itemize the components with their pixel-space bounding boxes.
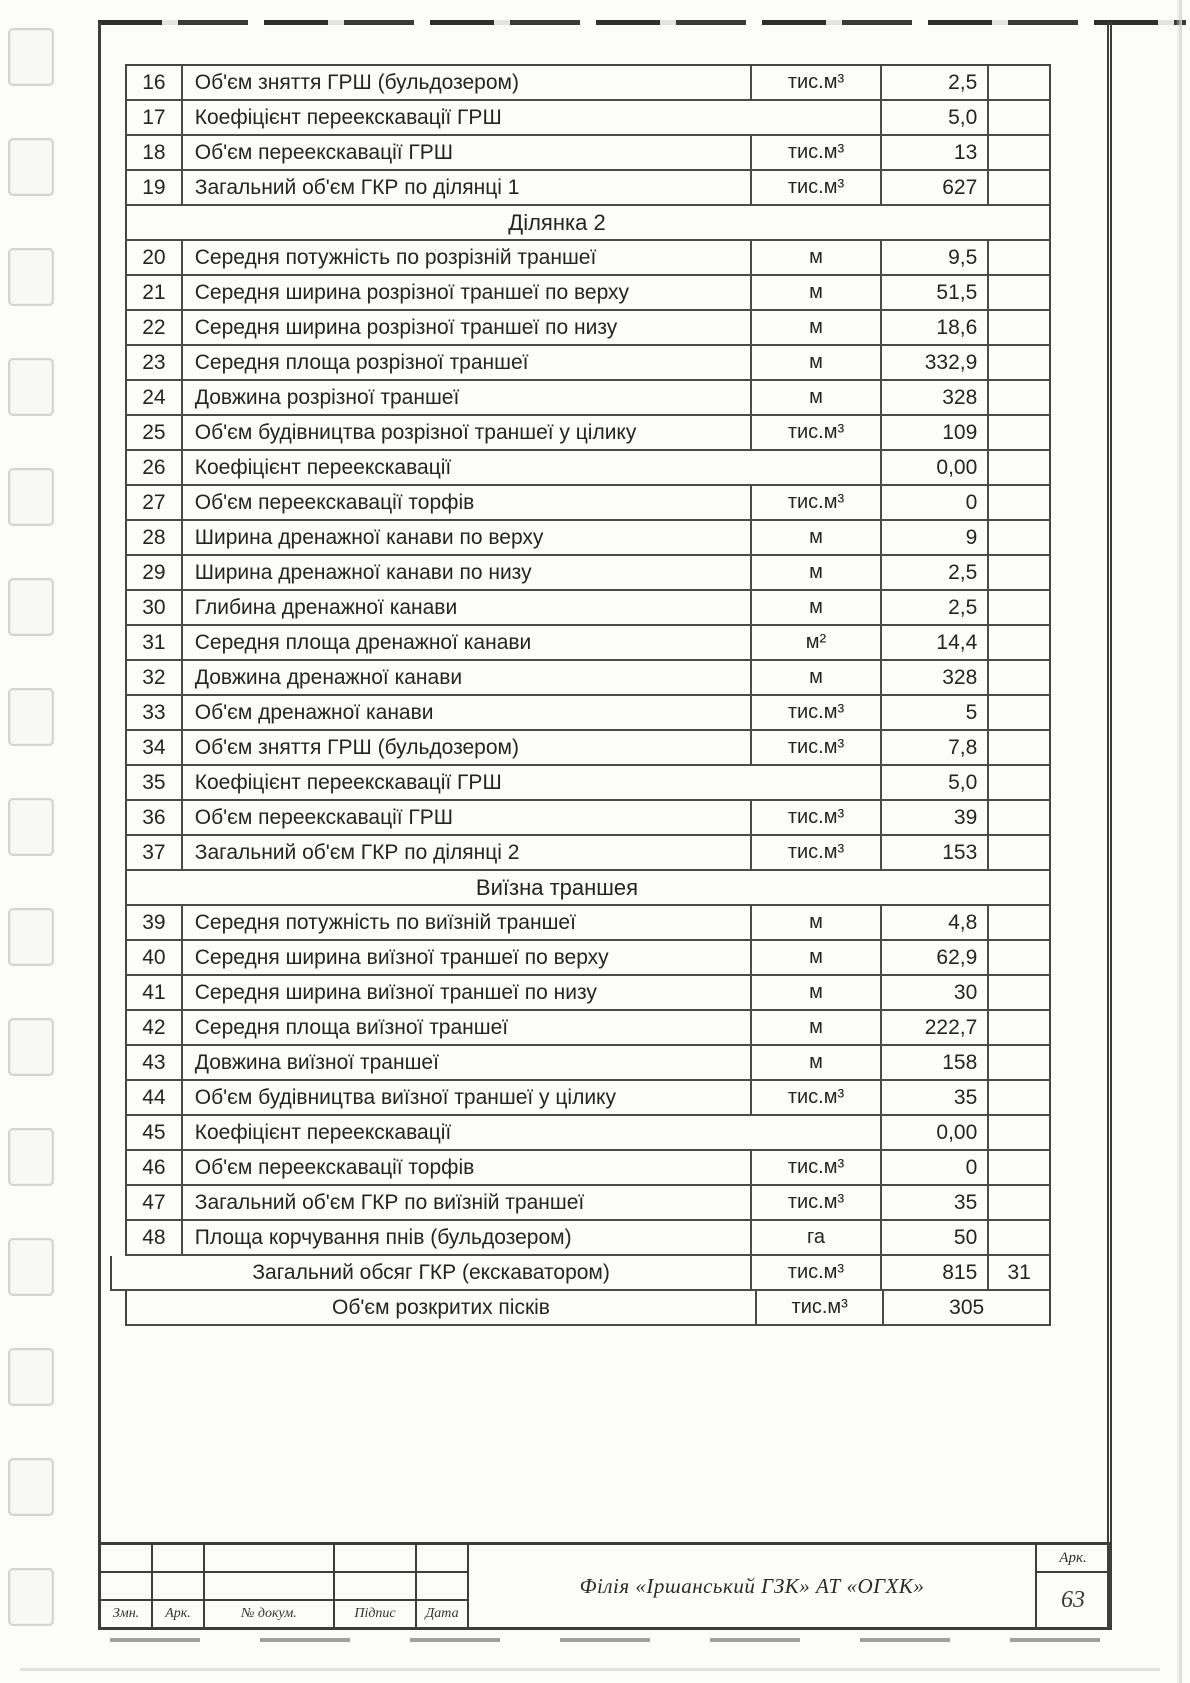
extra-cell bbox=[987, 556, 1049, 589]
description-cell: Об'єм дренажної канави bbox=[181, 696, 751, 729]
unit-cell: м bbox=[750, 976, 879, 1009]
extra-cell bbox=[987, 731, 1049, 764]
unit-cell: м bbox=[750, 941, 879, 974]
table-row bbox=[125, 1221, 1051, 1256]
value-cell: 305 bbox=[882, 1291, 1049, 1324]
binding-hole bbox=[8, 578, 54, 636]
value-cell: 2,5 bbox=[880, 591, 988, 624]
extra-cell bbox=[987, 101, 1049, 134]
description-cell: Довжина дренажної канави bbox=[181, 661, 751, 694]
row-number-cell: 23 bbox=[142, 350, 166, 374]
row-number-cell: 46 bbox=[142, 1155, 166, 1179]
page-edge-shadow-bottom bbox=[20, 1668, 1160, 1671]
description-cell: Середня ширина розрізної траншеї по верху bbox=[181, 276, 751, 309]
value-cell: 328 bbox=[880, 661, 988, 694]
description-cell: Довжина розрізної траншеї bbox=[181, 381, 751, 414]
value-cell: 627 bbox=[880, 171, 988, 204]
binding-hole bbox=[8, 1458, 54, 1516]
extra-cell bbox=[987, 136, 1049, 169]
table-row bbox=[125, 416, 1051, 451]
table-row bbox=[125, 1046, 1051, 1081]
description-cell: Коефіцієнт переекскавації ГРШ bbox=[181, 101, 880, 134]
description-cell: Коефіцієнт переекскавації bbox=[181, 451, 880, 484]
org-name: Філія «Іршанський ГЗК» АТ «ОГХК» bbox=[469, 1545, 1037, 1627]
description-cell: Об'єм переекскавації ГРШ bbox=[181, 136, 751, 169]
table-row bbox=[125, 906, 1051, 941]
value-cell: 332,9 bbox=[880, 346, 988, 379]
unit-cell: м bbox=[750, 906, 879, 939]
extra-cell bbox=[987, 346, 1049, 379]
description-cell: Об'єм зняття ГРШ (бульдозером) bbox=[181, 731, 751, 764]
description-cell: Об'єм розкритих пісків bbox=[332, 1295, 550, 1319]
unit-cell: м bbox=[750, 1011, 879, 1044]
unit-cell: га bbox=[750, 1221, 879, 1254]
description-cell: Площа корчування пнів (бульдозером) bbox=[181, 1221, 751, 1254]
extra-cell bbox=[987, 1116, 1049, 1149]
value-cell: 2,5 bbox=[880, 66, 988, 99]
extra-cell bbox=[987, 1151, 1049, 1184]
row-number-cell: 41 bbox=[142, 980, 166, 1004]
extra-cell bbox=[987, 766, 1049, 799]
unit-cell: тис.м³ bbox=[750, 136, 879, 169]
row-number-cell: 31 bbox=[142, 630, 166, 654]
table-row bbox=[125, 1186, 1051, 1221]
binding-hole bbox=[8, 138, 54, 196]
unit-cell: тис.м³ bbox=[750, 171, 879, 204]
extra-cell: 31 bbox=[987, 1256, 1049, 1289]
description-cell: Коефіцієнт переекскавації ГРШ bbox=[181, 766, 880, 799]
label-doc-number: № докум. bbox=[205, 1601, 335, 1627]
row-number-cell: 37 bbox=[142, 840, 166, 864]
value-cell: 9 bbox=[880, 521, 988, 554]
label-ark: Арк. bbox=[153, 1601, 205, 1627]
sheet-box bbox=[1037, 1545, 1109, 1627]
revision-labels-row bbox=[101, 1601, 469, 1627]
label-signature: Підпис bbox=[335, 1601, 417, 1627]
row-number-cell: 27 bbox=[142, 490, 166, 514]
table-row bbox=[125, 101, 1051, 136]
unit-cell: м bbox=[750, 241, 879, 274]
unit-cell: м bbox=[750, 556, 879, 589]
table-row bbox=[125, 521, 1051, 556]
value-cell: 0 bbox=[880, 486, 988, 519]
unit-cell: тис.м³ bbox=[750, 731, 879, 764]
page-edge-shadow-right bbox=[1176, 0, 1182, 1683]
row-number-cell: 28 bbox=[142, 525, 166, 549]
description-cell: Об'єм переекскавації ГРШ bbox=[181, 801, 751, 834]
extra-cell bbox=[987, 171, 1049, 204]
extra-cell bbox=[987, 241, 1049, 274]
row-number-cell: 44 bbox=[142, 1085, 166, 1109]
unit-cell: тис.м³ bbox=[750, 1151, 879, 1184]
value-cell: 14,4 bbox=[880, 626, 988, 659]
sheet-number: 63 bbox=[1061, 1586, 1085, 1613]
extra-cell bbox=[987, 521, 1049, 554]
description-cell: Довжина виїзної траншеї bbox=[181, 1046, 751, 1079]
table-row bbox=[125, 1011, 1051, 1046]
extra-cell bbox=[987, 1011, 1049, 1044]
description-cell: Об'єм переекскавації торфів bbox=[181, 1151, 751, 1184]
row-number-cell: 17 bbox=[142, 105, 166, 129]
extra-cell bbox=[987, 696, 1049, 729]
unit-cell: м bbox=[750, 1046, 879, 1079]
revision-row bbox=[101, 1571, 469, 1601]
table-row bbox=[125, 381, 1051, 416]
table-row bbox=[125, 556, 1051, 591]
row-number-cell: 33 bbox=[142, 700, 166, 724]
unit-cell: тис.м³ bbox=[750, 416, 879, 449]
extra-cell bbox=[987, 381, 1049, 414]
value-cell: 7,8 bbox=[880, 731, 988, 764]
row-number-cell: 30 bbox=[142, 595, 166, 619]
value-cell: 4,8 bbox=[880, 906, 988, 939]
value-cell: 153 bbox=[880, 836, 988, 869]
table-row bbox=[125, 836, 1051, 871]
value-cell: 13 bbox=[880, 136, 988, 169]
unit-cell: тис.м³ bbox=[750, 486, 879, 519]
section-header-row bbox=[125, 206, 1051, 241]
row-number-cell: 39 bbox=[142, 910, 166, 934]
summary-row bbox=[110, 1256, 1051, 1291]
extra-cell bbox=[987, 451, 1049, 484]
binding-hole bbox=[8, 358, 54, 416]
description-cell: Середня потужність по розрізній траншеї bbox=[181, 241, 751, 274]
table-row bbox=[125, 1081, 1051, 1116]
value-cell: 35 bbox=[880, 1081, 988, 1114]
label-zmn: Змн. bbox=[101, 1601, 153, 1627]
binding-hole bbox=[8, 1348, 54, 1406]
table-row bbox=[125, 136, 1051, 171]
scan-smudge bbox=[110, 1638, 1110, 1642]
extra-cell bbox=[987, 1081, 1049, 1114]
table-row bbox=[125, 661, 1051, 696]
value-cell: 2,5 bbox=[880, 556, 988, 589]
description-cell: Ширина дренажної канави по верху bbox=[181, 521, 751, 554]
table-row bbox=[125, 591, 1051, 626]
description-cell: Середня ширина виїзної траншеї по верху bbox=[181, 941, 751, 974]
extra-cell bbox=[987, 311, 1049, 344]
table-row bbox=[125, 486, 1051, 521]
unit-cell: м bbox=[750, 311, 879, 344]
table-row bbox=[125, 626, 1051, 661]
row-number-cell: 40 bbox=[142, 945, 166, 969]
extra-cell bbox=[987, 66, 1049, 99]
extra-cell bbox=[987, 1186, 1049, 1219]
unit-cell: тис.м³ bbox=[750, 696, 879, 729]
row-number-cell: 34 bbox=[142, 735, 166, 759]
description-cell: Глибина дренажної канави bbox=[181, 591, 751, 624]
unit-cell: м bbox=[750, 521, 879, 554]
unit-cell: м bbox=[750, 591, 879, 624]
row-number-cell: 47 bbox=[142, 1190, 166, 1214]
table-row bbox=[125, 171, 1051, 206]
description-cell: Загальний обсяг ГКР (екскаватором) bbox=[252, 1260, 610, 1284]
extra-cell bbox=[987, 661, 1049, 694]
extra-cell bbox=[987, 626, 1049, 659]
binding-hole bbox=[8, 1128, 54, 1186]
section-title: Виїзна траншея bbox=[475, 874, 639, 900]
section-title: Ділянка 2 bbox=[508, 209, 606, 235]
extra-cell bbox=[987, 906, 1049, 939]
extra-cell bbox=[987, 836, 1049, 869]
revision-table bbox=[101, 1545, 469, 1627]
row-number-cell: 24 bbox=[142, 385, 166, 409]
row-number-cell: 19 bbox=[142, 175, 166, 199]
table-row bbox=[125, 696, 1051, 731]
value-cell: 0,00 bbox=[880, 451, 988, 484]
row-number-cell: 25 bbox=[142, 420, 166, 444]
value-cell: 51,5 bbox=[880, 276, 988, 309]
row-number-cell: 18 bbox=[142, 140, 166, 164]
description-cell: Загальний об'єм ГКР по ділянці 2 bbox=[181, 836, 751, 869]
description-cell: Об'єм будівництва розрізної траншеї у цілику bbox=[181, 416, 751, 449]
section-header-row bbox=[125, 871, 1051, 906]
value-cell: 30 bbox=[880, 976, 988, 1009]
description-cell: Середня площа дренажної канави bbox=[181, 626, 751, 659]
extra-cell bbox=[987, 416, 1049, 449]
description-cell: Загальний об'єм ГКР по ділянці 1 bbox=[181, 171, 751, 204]
unit-cell: м² bbox=[750, 626, 879, 659]
description-cell: Середня ширина розрізної траншеї по низу bbox=[181, 311, 751, 344]
table-row bbox=[125, 311, 1051, 346]
unit-cell: м bbox=[750, 276, 879, 309]
unit-cell: м bbox=[750, 346, 879, 379]
table-row bbox=[125, 941, 1051, 976]
value-cell: 0 bbox=[880, 1151, 988, 1184]
row-number-cell: 36 bbox=[142, 805, 166, 829]
unit-cell: м bbox=[750, 381, 879, 414]
table-row bbox=[125, 731, 1051, 766]
value-cell: 39 bbox=[880, 801, 988, 834]
description-cell: Середня площа виїзної траншеї bbox=[181, 1011, 751, 1044]
binding-hole bbox=[8, 28, 54, 86]
extra-cell bbox=[987, 1046, 1049, 1079]
extra-cell bbox=[987, 486, 1049, 519]
unit-cell: тис.м³ bbox=[750, 1186, 879, 1219]
value-cell: 109 bbox=[880, 416, 988, 449]
value-cell: 35 bbox=[880, 1186, 988, 1219]
row-number-cell: 22 bbox=[142, 315, 166, 339]
unit-cell: м bbox=[750, 661, 879, 694]
extra-cell bbox=[987, 941, 1049, 974]
description-cell: Об'єм зняття ГРШ (бульдозером) bbox=[181, 66, 751, 99]
description-cell: Середня ширина виїзної траншеї по низу bbox=[181, 976, 751, 1009]
value-cell: 5 bbox=[880, 696, 988, 729]
volumes-table bbox=[125, 64, 1051, 1326]
sheet-label: Арк. bbox=[1037, 1545, 1109, 1573]
row-number-cell: 16 bbox=[142, 70, 166, 94]
description-cell: Об'єм будівництва виїзної траншеї у цілику bbox=[181, 1081, 751, 1114]
description-cell: Ширина дренажної канави по низу bbox=[181, 556, 751, 589]
label-date: Дата bbox=[417, 1601, 469, 1627]
row-number-cell: 26 bbox=[142, 455, 166, 479]
binding-hole bbox=[8, 688, 54, 746]
value-cell: 18,6 bbox=[880, 311, 988, 344]
description-cell: Об'єм переекскавації торфів bbox=[181, 486, 751, 519]
description-cell: Загальний об'єм ГКР по виїзній траншеї bbox=[181, 1186, 751, 1219]
table-row bbox=[125, 1116, 1051, 1151]
table-row bbox=[125, 451, 1051, 486]
table-row bbox=[125, 766, 1051, 801]
unit-cell: тис.м³ bbox=[750, 1256, 879, 1289]
value-cell: 9,5 bbox=[880, 241, 988, 274]
table-row bbox=[125, 276, 1051, 311]
binding-hole bbox=[8, 468, 54, 526]
value-cell: 328 bbox=[880, 381, 988, 414]
unit-cell: тис.м³ bbox=[750, 1081, 879, 1114]
row-number-cell: 48 bbox=[142, 1225, 166, 1249]
extra-cell bbox=[987, 276, 1049, 309]
value-cell: 0,00 bbox=[880, 1116, 988, 1149]
value-cell: 222,7 bbox=[880, 1011, 988, 1044]
title-block bbox=[98, 1542, 1112, 1630]
table-row bbox=[125, 976, 1051, 1011]
row-number-cell: 20 bbox=[142, 245, 166, 269]
row-number-cell: 45 bbox=[142, 1120, 166, 1144]
value-cell: 5,0 bbox=[880, 101, 988, 134]
extra-cell bbox=[987, 1221, 1049, 1254]
unit-cell: тис.м³ bbox=[750, 66, 879, 99]
value-cell: 50 bbox=[880, 1221, 988, 1254]
binding-hole bbox=[8, 1568, 54, 1626]
value-cell: 815 bbox=[880, 1256, 988, 1289]
value-cell: 62,9 bbox=[880, 941, 988, 974]
binding-hole bbox=[8, 248, 54, 306]
table-row bbox=[125, 241, 1051, 276]
table-row bbox=[125, 346, 1051, 381]
unit-cell: тис.м³ bbox=[750, 836, 879, 869]
binding-hole bbox=[8, 1018, 54, 1076]
extra-cell bbox=[987, 591, 1049, 624]
binding-hole bbox=[8, 908, 54, 966]
description-cell: Середня площа розрізної траншеї bbox=[181, 346, 751, 379]
binding-hole bbox=[8, 1238, 54, 1296]
row-number-cell: 42 bbox=[142, 1015, 166, 1039]
value-cell: 158 bbox=[880, 1046, 988, 1079]
value-cell: 5,0 bbox=[880, 766, 988, 799]
table-row bbox=[125, 801, 1051, 836]
row-number-cell: 43 bbox=[142, 1050, 166, 1074]
description-cell: Коефіцієнт переекскавації bbox=[181, 1116, 880, 1149]
table-row bbox=[125, 1151, 1051, 1186]
revision-row bbox=[101, 1545, 469, 1571]
extra-cell bbox=[987, 801, 1049, 834]
row-number-cell: 29 bbox=[142, 560, 166, 584]
unit-cell: тис.м³ bbox=[750, 801, 879, 834]
row-number-cell: 21 bbox=[142, 280, 166, 304]
table-row bbox=[125, 66, 1051, 101]
extra-cell bbox=[987, 976, 1049, 1009]
description-cell: Середня потужність по виїзній траншеї bbox=[181, 906, 751, 939]
binding-hole bbox=[8, 798, 54, 856]
unit-cell: тис.м³ bbox=[755, 1291, 882, 1324]
row-number-cell: 32 bbox=[142, 665, 166, 689]
summary-row bbox=[125, 1291, 1051, 1326]
row-number-cell: 35 bbox=[142, 770, 166, 794]
